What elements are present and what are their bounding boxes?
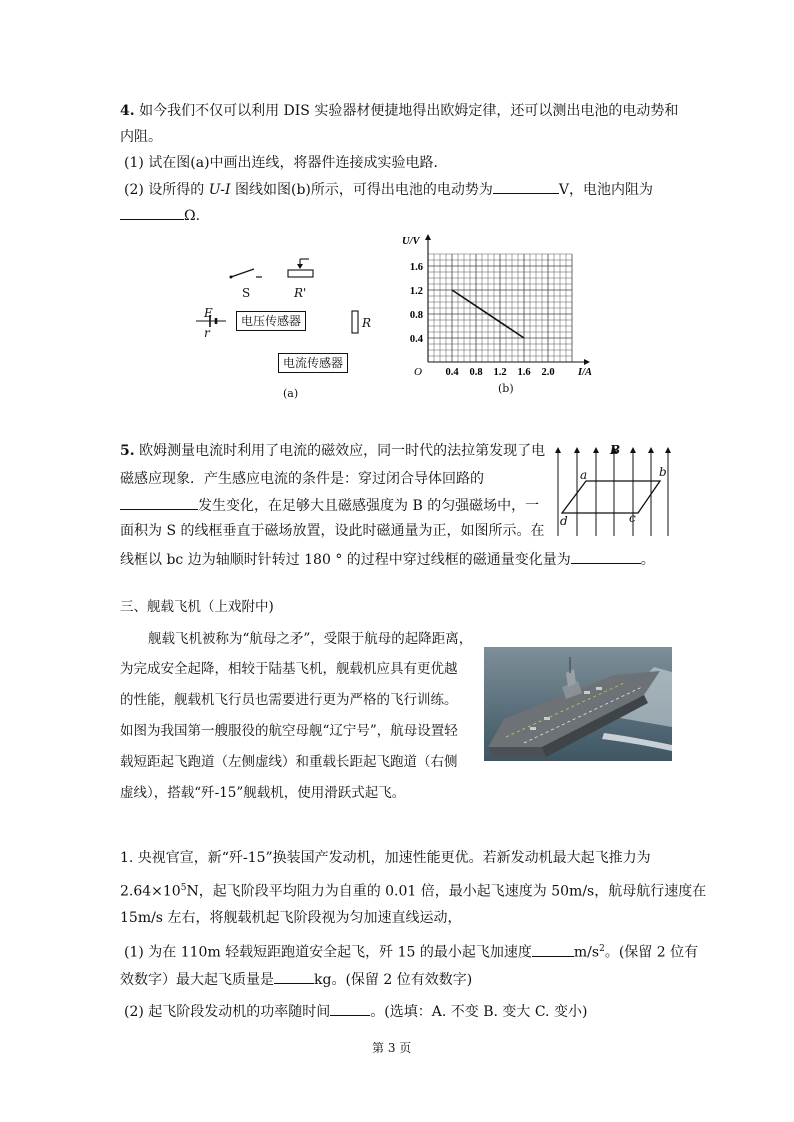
battery-emf-label: E xyxy=(204,306,213,320)
figure-a xyxy=(190,240,390,405)
vertex-a-label: a xyxy=(580,468,588,482)
figure-a-caption: (a) xyxy=(283,387,299,400)
voltage-sensor-box: 电压传感器 xyxy=(236,311,306,331)
q5-line4: 面积为 S 的线框垂直于磁场放置，设此时磁通量为正，如图所示。在 xyxy=(120,523,545,539)
vertex-c-label: c xyxy=(629,511,636,525)
q5-number: 5. xyxy=(120,443,135,459)
q1-line1: 1. 央视官宣，新“歼-15”换装国产发动机，加速性能更优。若新发动机最大起飞推力为 xyxy=(120,850,651,866)
q5-line1: 5. 欧姆测量电流时利用了电流的磁效应，同一时代的法拉第发现了电 xyxy=(120,443,546,459)
x-tick-label: 2.0 xyxy=(541,367,555,378)
q4-line1 xyxy=(120,101,678,121)
x-axis-arrow xyxy=(584,359,590,365)
y-tick-label: 1.2 xyxy=(409,286,423,297)
x-tick-label: 1.6 xyxy=(517,367,531,378)
ui-chart-svg xyxy=(396,232,606,402)
q1-part1: (1) 为在 110m 轻载短距跑道安全起飞，歼 15 的最小起飞加速度 $m/s^2$。(保留 2 位有 xyxy=(124,939,698,963)
q1-line3: 15m/s 左右，将舰载机起飞阶段视为匀加速直线运动， xyxy=(120,910,462,926)
aircraft-carrier-photo xyxy=(484,647,672,761)
vertex-b-label: b xyxy=(659,465,667,479)
answer-blank-emf[interactable] xyxy=(493,179,559,194)
q4-text1: 如今我们不仅可以利用 DIS 实验器材便捷地得出欧姆定律，还可以测出电池的电动势和 xyxy=(139,103,679,119)
vertex-d-label: d xyxy=(560,514,568,528)
y-tick-label: 0.8 xyxy=(409,310,423,321)
answer-blank-flux-change[interactable] xyxy=(571,549,641,564)
figure-b-caption: (b) xyxy=(498,382,514,395)
section-heading: 三、舰载飞机（上戏附中) xyxy=(120,599,274,615)
q4-part2-cont: Ω. xyxy=(120,205,200,226)
q5-line5: 线框以 bc 边为轴顺时针转过 180 ° 的过程中穿过线框的磁通量变化量为 。 xyxy=(120,549,655,570)
switch-label: S xyxy=(242,286,251,300)
sec3-para-line: 载短距起飞跑道（左侧虚线）和重载长距起飞跑道（右侧 xyxy=(120,754,458,770)
q4-line2: 内阻。 xyxy=(120,129,162,145)
q1-part2: (2) 起飞阶段发动机的功率随时间 。(选填：A. 不变 B. 变大 C. 变小) xyxy=(124,1001,587,1022)
answer-blank-mass[interactable] xyxy=(274,969,314,984)
y-axis-label: U/V xyxy=(402,236,420,247)
x-tick-label: 0.8 xyxy=(469,367,483,378)
origin-label: O xyxy=(414,366,422,378)
q4-number: 4. xyxy=(120,103,135,119)
q5-line2: 磁感应现象．产生感应电流的条件是：穿过闭合导体回路的 xyxy=(120,471,484,487)
current-sensor-box: 电流传感器 xyxy=(278,353,348,373)
sec3-para-line: 如图为我国第一艘服役的航空母舰“辽宁号”，航母设置轻 xyxy=(120,723,458,739)
figure-b-chart xyxy=(396,232,606,402)
sec3-para-line: 的性能，舰载机飞行员也需要进行更为严格的飞行训练。 xyxy=(120,692,458,708)
answer-blank-power[interactable] xyxy=(330,1001,370,1016)
x-axis-label: I/A xyxy=(578,367,593,378)
magnetic-field-figure xyxy=(550,440,675,540)
q4-part2: (2) 设所得的 U-I 图线如图(b)所示，可得出电池的电动势为 V，电池内阻为 xyxy=(124,179,653,200)
y-tick-label: 0.4 xyxy=(409,334,423,345)
answer-blank-resistance[interactable] xyxy=(120,205,184,220)
x-tick-label: 1.2 xyxy=(493,367,507,378)
sec3-para-line: 虚线），搭载“歼-15”舰载机，使用滑跃式起飞。 xyxy=(120,785,406,801)
rheostat-label: R' xyxy=(294,286,307,300)
q5-line3: 发生变化，在足够大且磁感强度为 B 的匀强磁场中，一 xyxy=(120,495,539,516)
q1-part1-cont: 效数字）最大起飞质量是 kg。(保留 2 位有效数字) xyxy=(120,969,472,990)
sec3-para-line: 舰载飞机被称为“航母之矛”，受限于航母的起降距离， xyxy=(148,631,473,647)
answer-blank-acceleration[interactable] xyxy=(532,942,574,957)
resistor-label: R xyxy=(362,316,372,330)
y-axis-arrow xyxy=(425,234,431,240)
x-tick-label: 0.4 xyxy=(445,367,459,378)
carrier-image xyxy=(484,647,672,761)
field-b-label: B xyxy=(610,443,621,457)
q1-line2: $2.64\times 10^5N$，起飞阶段平均阻力为自重的 0.01 倍，最小起飞速度为 50m/s，航母航行速度在 xyxy=(120,883,707,900)
page-number: 第 3 页 xyxy=(372,1041,412,1055)
q4-part1: (1) 试在图(a)中画出连线，将器件连接成实验电路． xyxy=(124,155,448,171)
answer-blank-flux[interactable] xyxy=(120,495,198,510)
sec3-para-line: 为完成安全起降，相较于陆基飞机，舰载机应具有更优越 xyxy=(120,661,458,677)
y-tick-label: 1.6 xyxy=(409,262,423,273)
battery-r-label: r xyxy=(204,326,210,340)
